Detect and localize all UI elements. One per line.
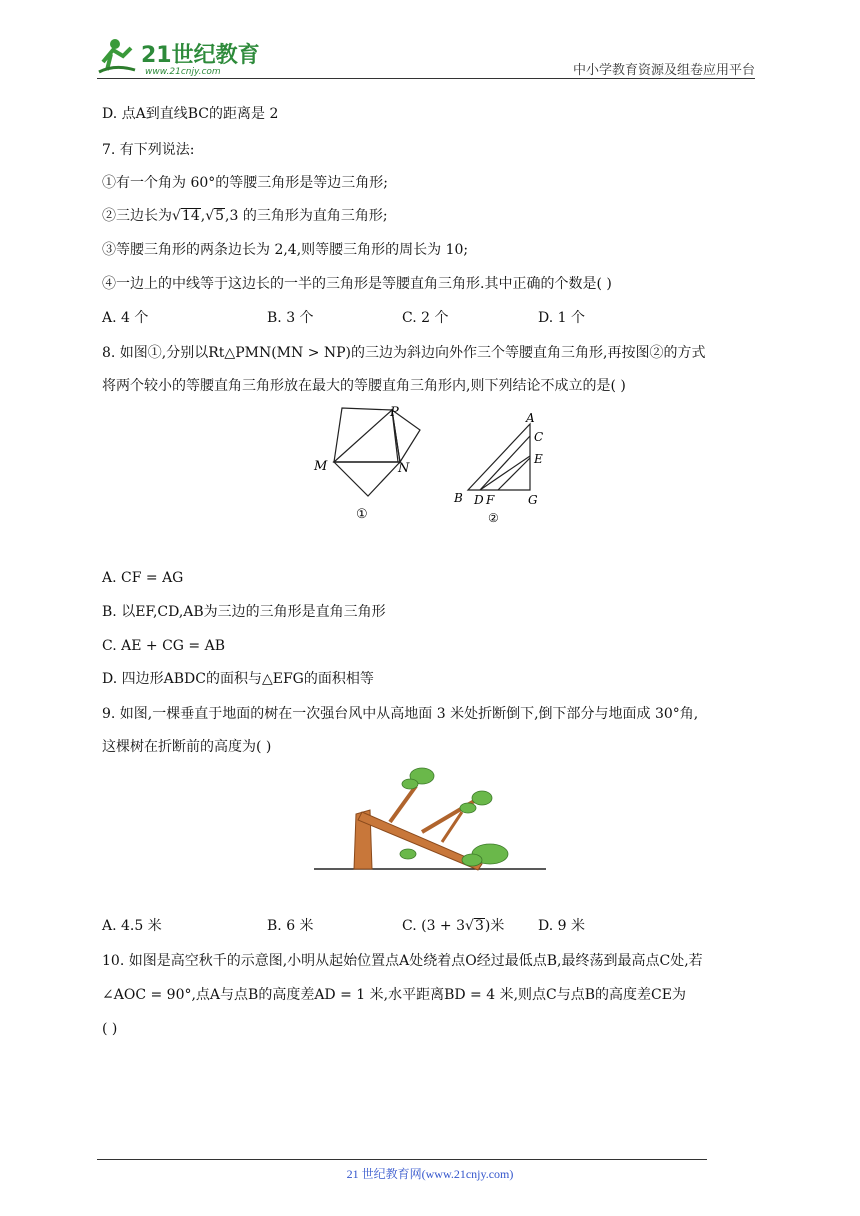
q8-option-c: C. AE + CG = AB (102, 638, 225, 654)
header-platform-name: 中小学教育资源及组卷应用平台 (572, 63, 755, 78)
fig2-caption: ② (488, 511, 499, 525)
q9-stem-line1: 9. 如图,一棵垂直于地面的树在一次强台风中从高地面 3 米处折断倒下,倒下部分与地面成 30°角, (102, 706, 699, 722)
fig1-label-n: N (398, 461, 410, 476)
q7-statement-4: ④一边上的中线等于这边长的一半的三角形是等腰直角三角形.其中正确的个数是( ) (102, 276, 612, 292)
q8-figure-2 (448, 406, 558, 526)
fig1-label-m: M (314, 459, 328, 474)
q10-stem-line1: 10. 如图是高空秋千的示意图,小明从起始位置点A处绕着点O经过最低点B,最终荡到最高点C处,若 (102, 953, 703, 969)
fig2-label-d: D (474, 493, 484, 507)
q7-statement-2: ②三边长为√14,√5,3 的三角形为直角三角形; (102, 208, 388, 224)
fig2-label-g: G (528, 493, 538, 507)
q9-option-b: B. 6 米 (267, 918, 314, 934)
fig1-label-p: P (390, 405, 399, 420)
q9-option-d: D. 9 米 (538, 918, 585, 934)
q9-option-a: A. 4.5 米 (102, 918, 162, 934)
q7-option-b: B. 3 个 (267, 310, 314, 326)
q6-option-d: D. 点A到直线BC的距离是 2 (102, 106, 279, 122)
q7-statement-1: ①有一个角为 60°的等腰三角形是等边三角形; (102, 175, 388, 191)
q8-figure-1 (312, 400, 432, 525)
q7-option-d: D. 1 个 (538, 310, 585, 326)
fig2-label-f: F (486, 493, 495, 507)
q9-stem-line2: 这棵树在折断前的高度为( ) (102, 739, 272, 755)
q9-option-c: C. (3 + 3√3)米 (402, 918, 505, 934)
q10-stem-line3: ( ) (102, 1021, 118, 1037)
site-logo (95, 34, 265, 78)
q8-option-b: B. 以EF,CD,AB为三边的三角形是直角三角形 (102, 604, 386, 620)
q8-stem-line2: 将两个较小的等腰直角三角形放在最大的等腰直角三角形内,则下列结论不成立的是( ) (102, 378, 626, 394)
q7-statement-3: ③等腰三角形的两条边长为 2,4,则等腰三角形的周长为 10; (102, 242, 469, 258)
q8-option-a: A. CF = AG (102, 570, 184, 586)
logo-url: www.21cnjy.com (145, 67, 221, 77)
q8-option-d: D. 四边形ABDC的面积与△EFG的面积相等 (102, 671, 374, 687)
logo-wordmark: 21世纪教育 (141, 43, 260, 68)
fig2-label-e: E (534, 452, 543, 466)
fig2-label-a: A (526, 411, 535, 425)
header-divider (97, 78, 755, 79)
fig1-caption: ① (356, 507, 368, 522)
q8-stem-line1: 8. 如图①,分别以Rt△PMN(MN > NP)的三边为斜边向外作三个等腰直角三角形,再按图②的方式 (102, 345, 706, 361)
q7-stem: 7. 有下列说法: (102, 142, 195, 158)
fig2-label-c: C (534, 430, 544, 444)
q7-option-c: C. 2 个 (402, 310, 449, 326)
broken-tree-illustration (312, 762, 548, 874)
q7-option-a: A. 4 个 (102, 310, 149, 326)
q10-stem-line2: ∠AOC = 90°,点A与点B的高度差AD = 1 米,水平距离BD = 4 米,则点C与点B的高度差CE为 (102, 987, 686, 1003)
footer-site-link[interactable]: 21 世纪教育网(www.21cnjy.com) (346, 1167, 514, 1181)
footer-divider (97, 1159, 707, 1160)
fig2-label-b: B (454, 491, 463, 505)
